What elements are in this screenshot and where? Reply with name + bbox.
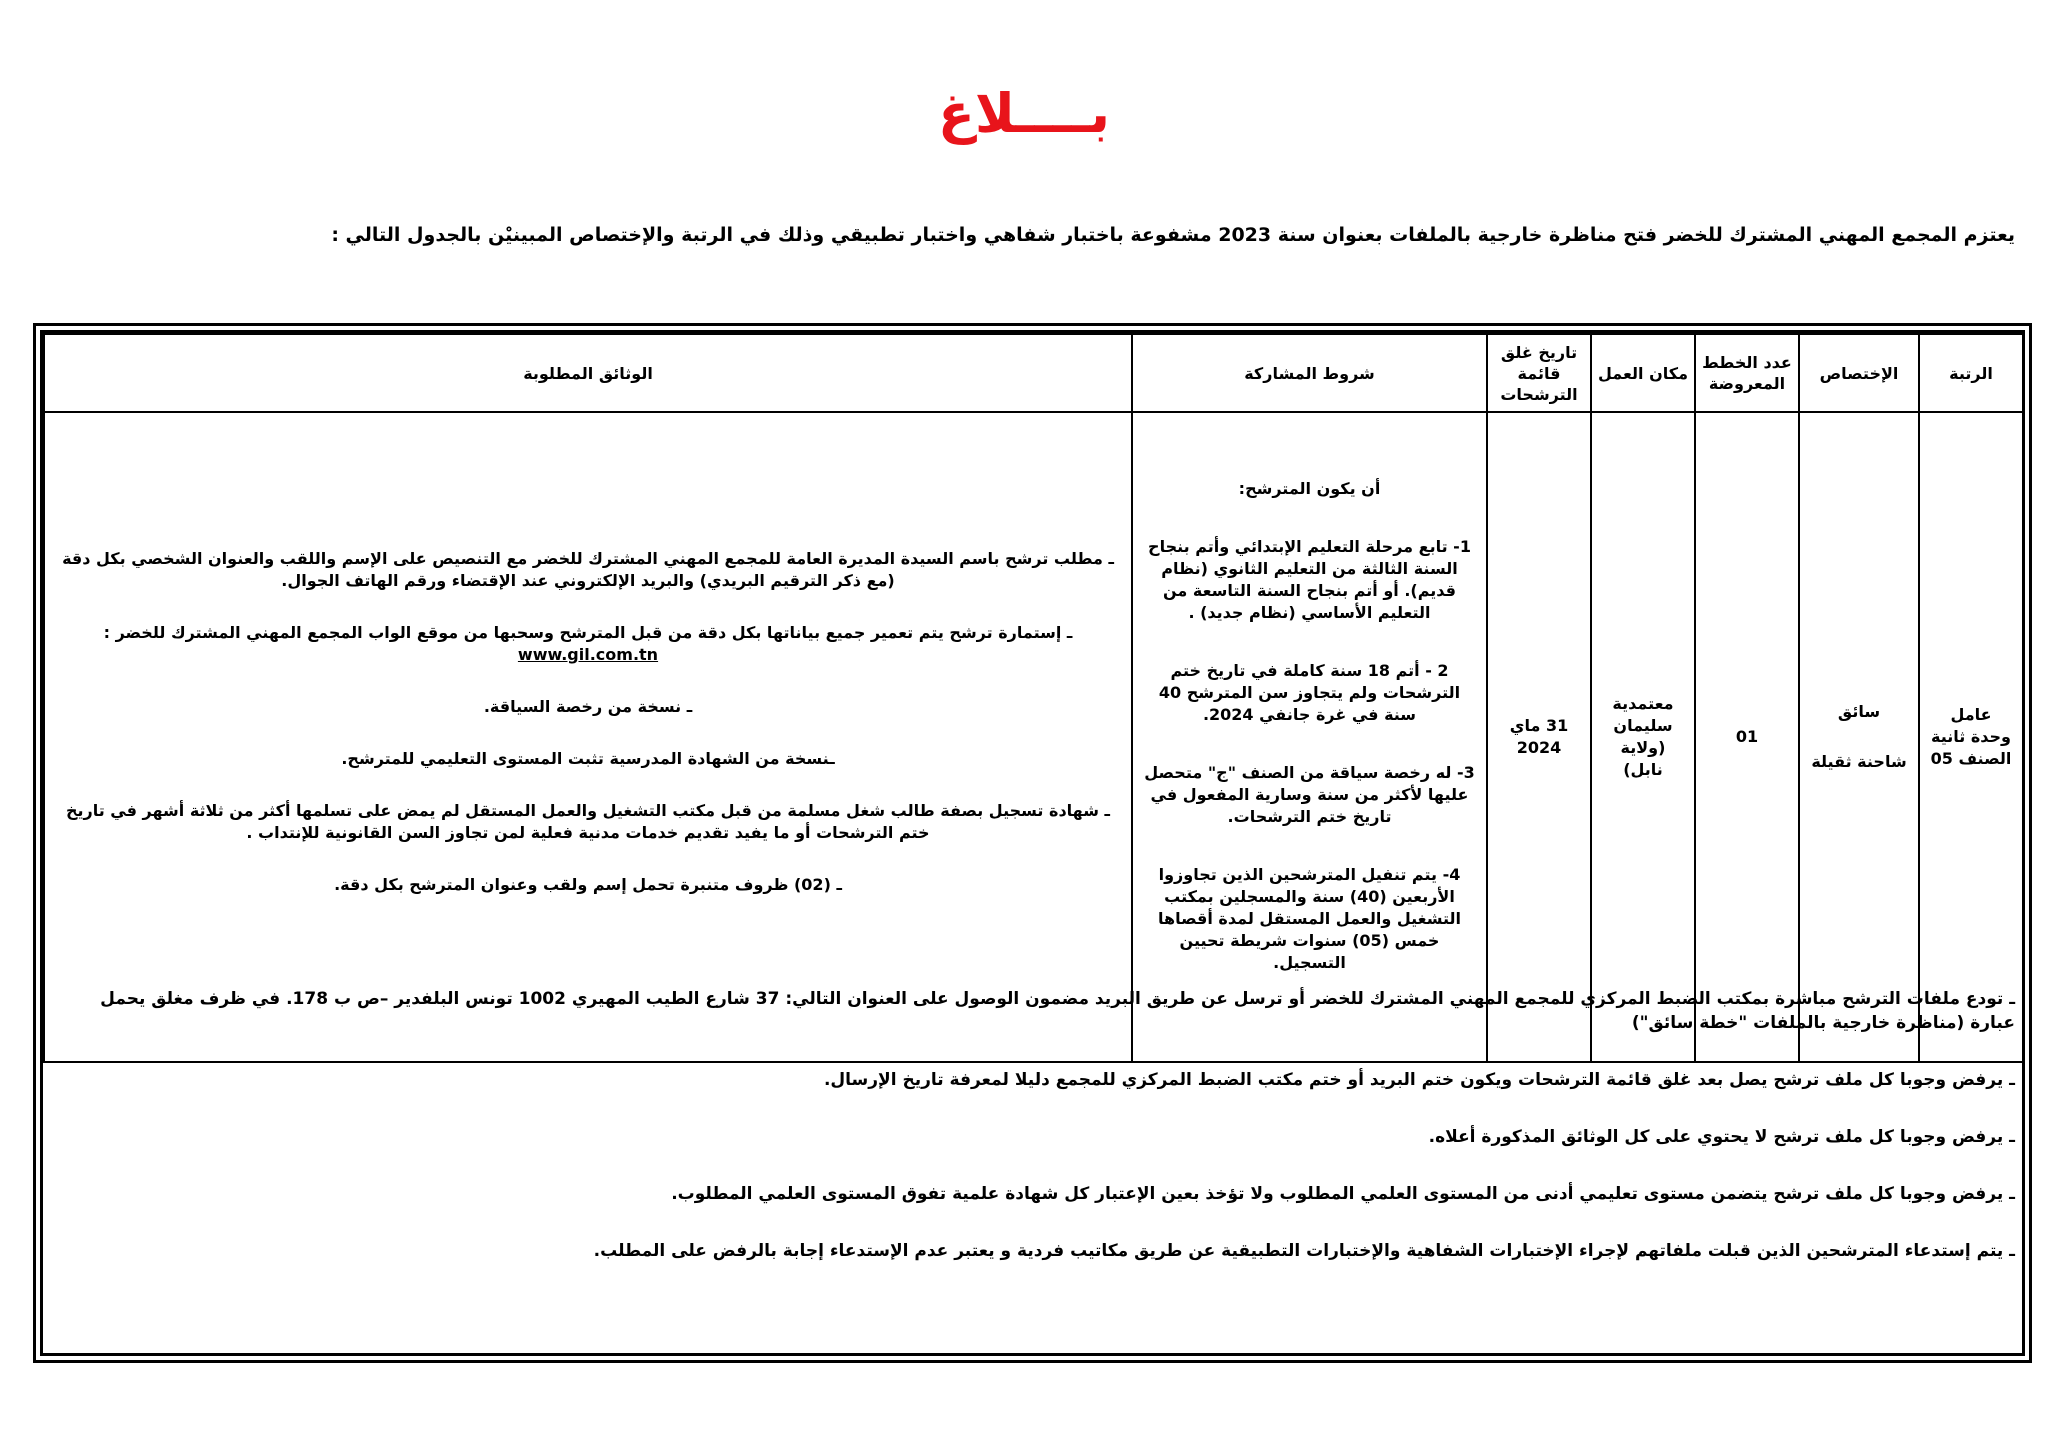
cell-rank: عامل وحدة ثانية الصنف 05 <box>1919 412 2023 1062</box>
footer-note: ـ يرفض وجوبا كل ملف ترشح يصل بعد غلق قائمة الترشحات ويكون ختم البريد أو ختم مكتب الضبط المركزي للمجمع دليلا لمعرفة تاريخ الإرسال. <box>823 1070 2015 1090</box>
document-item <box>53 622 1123 666</box>
conditions-intro: أن يكون المترشح: <box>1238 479 1381 498</box>
condition-item: 2 - أتم 18 سنة كاملة في تاريخ ختم الترشحات ولم يتجاوز سن المترشح 40 سنة في غرة جانفي 2024. <box>1158 661 1461 724</box>
specialty-line-2: شاحنة ثقيلة <box>1811 752 1907 771</box>
condition-item: 3- له رخصة سياقة من الصنف "ج" متحصل عليها لأكثر من سنة وسارية المفعول في تاريخ ختم الترشحات. <box>1144 763 1475 826</box>
table-row <box>44 412 2023 1062</box>
header-positions: عدد الخطط المعروضة <box>1695 334 1799 412</box>
competition-table <box>43 333 2024 1063</box>
website-link[interactable]: www.gil.com.tn <box>517 645 659 664</box>
header-documents: الوثائق المطلوبة <box>44 334 1132 412</box>
cell-specialty <box>1799 412 1919 1062</box>
header-specialty: الإختصاص <box>1799 334 1919 412</box>
specialty-line-1: سائق <box>1837 702 1881 721</box>
footer-note: ـ يتم إستدعاء المترشحين الذين قبلت ملفاتهم لإجراء الإختبارات الشفاهية والإختبارات التطبيقية عن طريق مكاتيب فردية و يعتبر عدم الإستدعاء إجابة بالرفض على المطلب. <box>593 1241 2015 1261</box>
cell-workplace: معتمدية سليمان (ولاية نابل) <box>1591 412 1695 1062</box>
document-item: ـ مطلب ترشح باسم السيدة المديرة العامة للمجمع المهني المشترك للخضر مع التنصيص على الإسم واللقب والعنوان الشخصي بكل دقة (مع ذكر الترقيم البريدي) والبريد الإلكتروني عند الإقتضاء ورقم الهاتف الجوال. <box>62 549 1114 590</box>
cell-positions: 01 <box>1695 412 1799 1062</box>
condition-item: 4- يتم تنفيل المترشحين الذين تجاوزوا الأربعين (40) سنة والمسجلين بمكتب التشغيل والعمل المستقل لمدة أقصاها خمس (05) سنوات شريطة تحيين التسجيل. <box>1158 865 1461 972</box>
document-item-text: ـ إستمارة ترشح يتم تعمير جميع بياناتها بكل دقة من قبل المترشح وسحبها من موقع الواب المجمع المهني المشترك للخضر : <box>103 623 1073 642</box>
cell-conditions <box>1132 412 1487 1062</box>
condition-item: 1- تابع مرحلة التعليم الإبتدائي وأتم بنجاح السنة الثالثة من التعليم الثانوي (نظام قديم). أو أتم بنجاح السنة التاسعة من التعليم الأساسي (نظام جديد) . <box>1148 537 1471 622</box>
header-rank: الرتبة <box>1919 334 2023 412</box>
document-item: ـ نسخة من رخصة السياقة. <box>483 697 693 716</box>
footer-note: ـ تودع ملفات الترشح مباشرة بمكتب الضبط المركزي للمجمع المهني المشترك للخضر أو ترسل عن طريق البريد مضمون الوصول على العنوان التالي: 37 شارع الطيب المهيري 1002 تونس البلفدير –ص ب 178. في ظرف مغلق يحمل عبارة (مناظرة خارجية بالملفات "خطة سائق") <box>100 989 2015 1033</box>
document-item: ـنسخة من الشهادة المدرسية تثبت المستوى التعليمي للمترشح. <box>341 749 835 768</box>
cell-deadline <box>1487 412 1591 1062</box>
table-header-row <box>44 334 2023 412</box>
header-deadline: تاريخ غلق قائمة الترشحات <box>1487 334 1591 412</box>
page-title: بــــلاغ <box>938 82 1110 145</box>
footer-note: ـ يرفض وجوبا كل ملف ترشح يتضمن مستوى تعليمي أدنى من المستوى العلمي المطلوب ولا تؤخذ بعين الإعتبار كل شهادة علمية تفوق المستوى العلمي المطلوب. <box>671 1184 2015 1204</box>
footer-notes <box>50 987 2015 1296</box>
header-conditions: شروط المشاركة <box>1132 334 1487 412</box>
deadline-day: 31 ماي <box>1509 716 1569 735</box>
footer-note: ـ يرفض وجوبا كل ملف ترشح لا يحتوي على كل الوثائق المذكورة أعلاه. <box>1428 1127 2015 1147</box>
cell-documents <box>44 412 1132 1062</box>
document-item: ـ شهادة تسجيل بصفة طالب شغل مسلمة من قبل مكتب التشغيل والعمل المستقل لم يمض على تسلمها أكثر من ثلاثة أشهر في تاريخ ختم الترشحات أو ما يفيد تقديم خدمات مدنية فعلية لمن تجاوز السن القانونية للإنتداب . <box>65 801 1111 842</box>
header-workplace: مكان العمل <box>1591 334 1695 412</box>
document-item: ـ (02) ظروف متنبرة تحمل إسم ولقب وعنوان المترشح بكل دقة. <box>334 875 842 894</box>
intro-paragraph: يعتزم المجمع المهني المشترك للخضر فتح مناظرة خارجية بالملفات بعنوان سنة 2023 مشفوعة باختبار شفاهي واختبار تطبيقي وذلك في الرتبة والإختصاص المبينيْن بالجدول التالي : <box>331 224 2015 246</box>
deadline-year: 2024 <box>1516 738 1562 757</box>
